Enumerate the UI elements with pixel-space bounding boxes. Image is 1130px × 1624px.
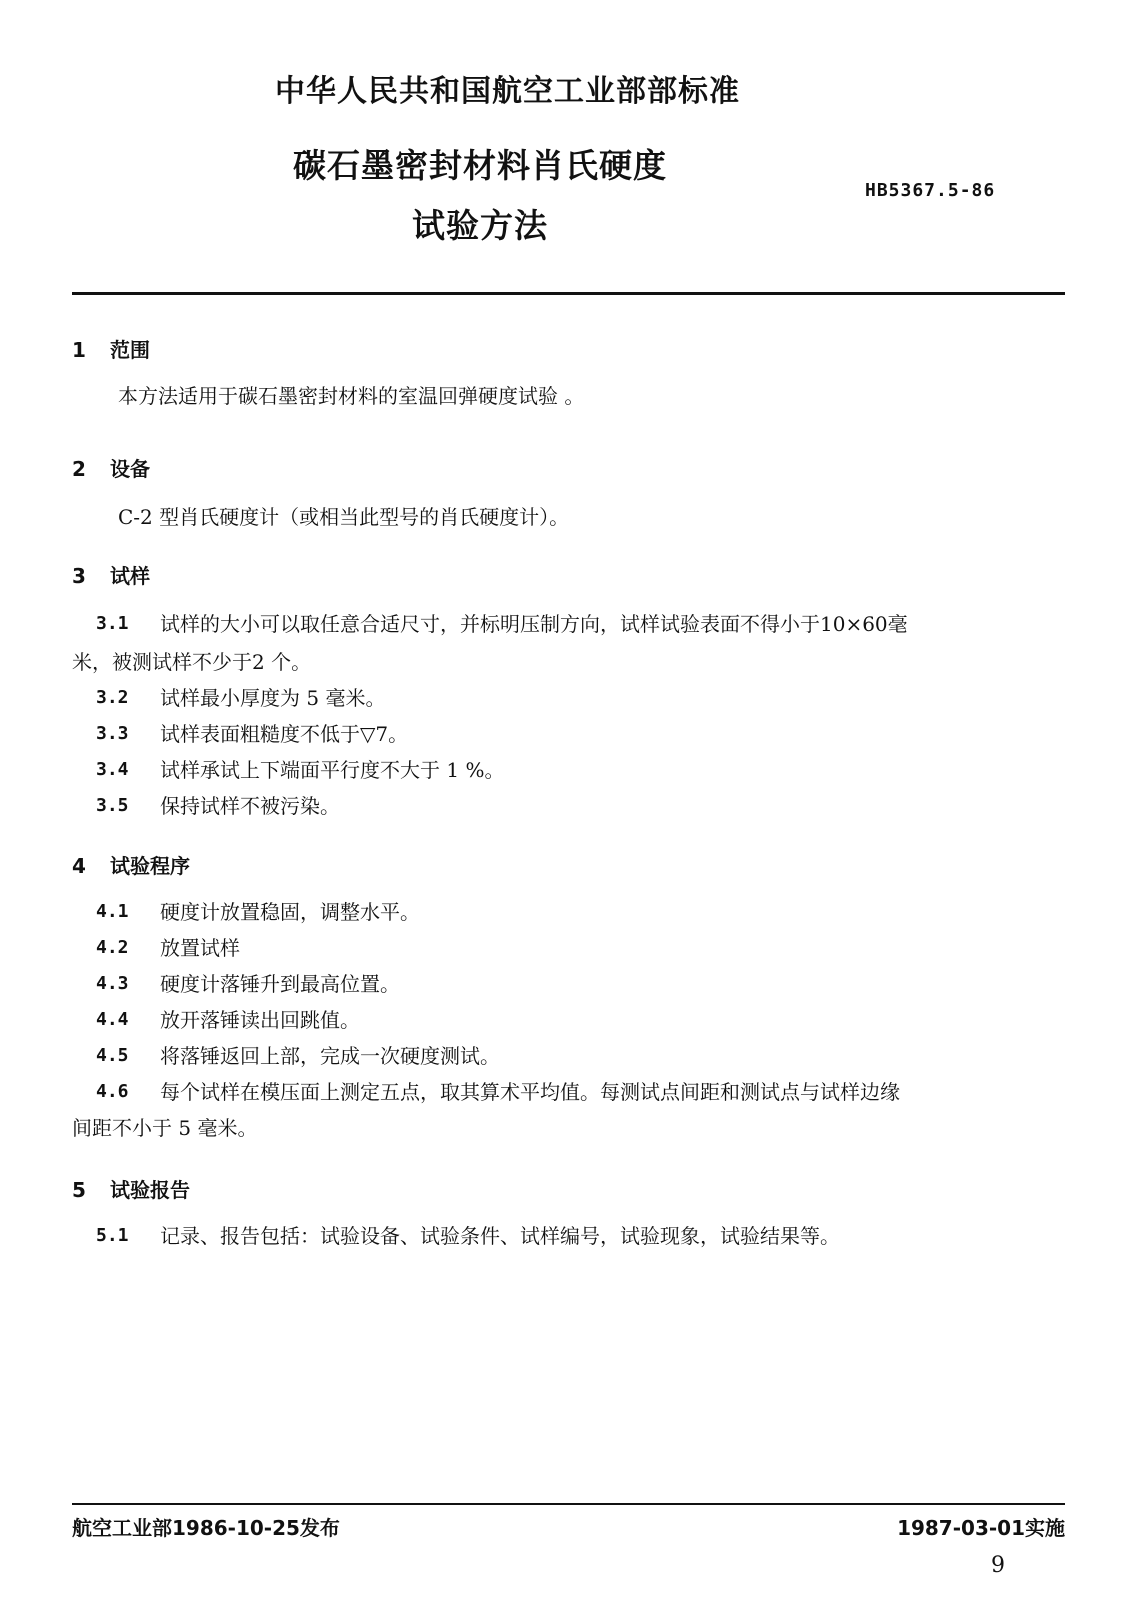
clause-text: 试样最小厚度为 5 毫米。	[160, 686, 386, 710]
section-title: 试验程序	[110, 854, 190, 878]
clause-text: 硬度计落锤升到最高位置。	[160, 972, 400, 996]
clause-number: 4.6	[96, 1081, 129, 1102]
clause-text: 每个试样在模压面上测定五点，取其算术平均值。每测试点间距和测试点与试样边缘	[160, 1080, 900, 1104]
clause-number: 3.1	[96, 613, 129, 634]
issuing-authority: 中华人民共和国航空工业部部标准	[275, 74, 740, 109]
section-body-equipment: C-2 型肖氏硬度计（或相当此型号的肖氏硬度计）。	[118, 505, 570, 529]
clause-text: 保持试样不被污染。	[160, 794, 340, 818]
document-title-line-1: 碳石墨密封材料肖氏硬度	[293, 146, 667, 185]
section-heading-specimen	[72, 562, 150, 590]
effective-date: 1987-03-01实施	[897, 1516, 1065, 1540]
clause-number: 4.3	[96, 973, 129, 994]
section-number: 2	[72, 457, 86, 481]
section-title: 设备	[110, 457, 150, 481]
clause-number: 4.1	[96, 901, 129, 922]
section-number: 1	[72, 338, 86, 362]
section-number: 3	[72, 564, 86, 588]
section-title: 试样	[110, 564, 150, 588]
issue-date: 航空工业部1986-10-25发布	[72, 1516, 340, 1540]
clause-text: 将落锤返回上部，完成一次硬度测试。	[160, 1044, 500, 1068]
clause-number: 4.2	[96, 937, 129, 958]
section-title: 试验报告	[110, 1178, 190, 1202]
clause-text: 试样承试上下端面平行度不大于 1 %。	[160, 758, 505, 782]
clause-number: 3.4	[96, 759, 129, 780]
standard-code: HB5367.5-86	[865, 180, 996, 201]
document-title-line-2: 试验方法	[412, 206, 548, 245]
clause-text: 放开落锤读出回跳值。	[160, 1008, 360, 1032]
section-body-scope: 本方法适用于碳石墨密封材料的室温回弹硬度试验 。	[118, 384, 585, 408]
clause-text-continuation: 米，被测试样不少于2 个。	[72, 650, 312, 674]
clause-number: 3.5	[96, 795, 129, 816]
section-number: 4	[72, 854, 86, 878]
clause-number: 3.2	[96, 687, 129, 708]
clause-text: 试样的大小可以取任意合适尺寸，并标明压制方向，试样试验表面不得小于10×60毫	[160, 612, 908, 636]
clause-text: 硬度计放置稳固，调整水平。	[160, 900, 420, 924]
section-title: 范围	[110, 338, 150, 362]
clause-text: 记录、报告包括：试验设备、试验条件、试样编号，试验现象，试验结果等。	[160, 1224, 840, 1248]
section-heading-procedure	[72, 852, 190, 880]
clause-text-continuation: 间距不小于 5 毫米。	[72, 1116, 258, 1140]
clause-number: 4.5	[96, 1045, 129, 1066]
clause-text: 放置试样	[160, 936, 240, 960]
footer-divider	[72, 1503, 1065, 1505]
clause-number: 3.3	[96, 723, 129, 744]
clause-number: 5.1	[96, 1225, 129, 1246]
section-heading-report	[72, 1176, 190, 1204]
clause-text: 试样表面粗糙度不低于▽7。	[160, 722, 409, 746]
clause-number: 4.4	[96, 1009, 129, 1030]
page-number: 9	[991, 1553, 1005, 1578]
section-heading-scope	[72, 336, 150, 364]
section-heading-equipment	[72, 455, 150, 483]
header-divider	[72, 292, 1065, 295]
section-number: 5	[72, 1178, 86, 1202]
